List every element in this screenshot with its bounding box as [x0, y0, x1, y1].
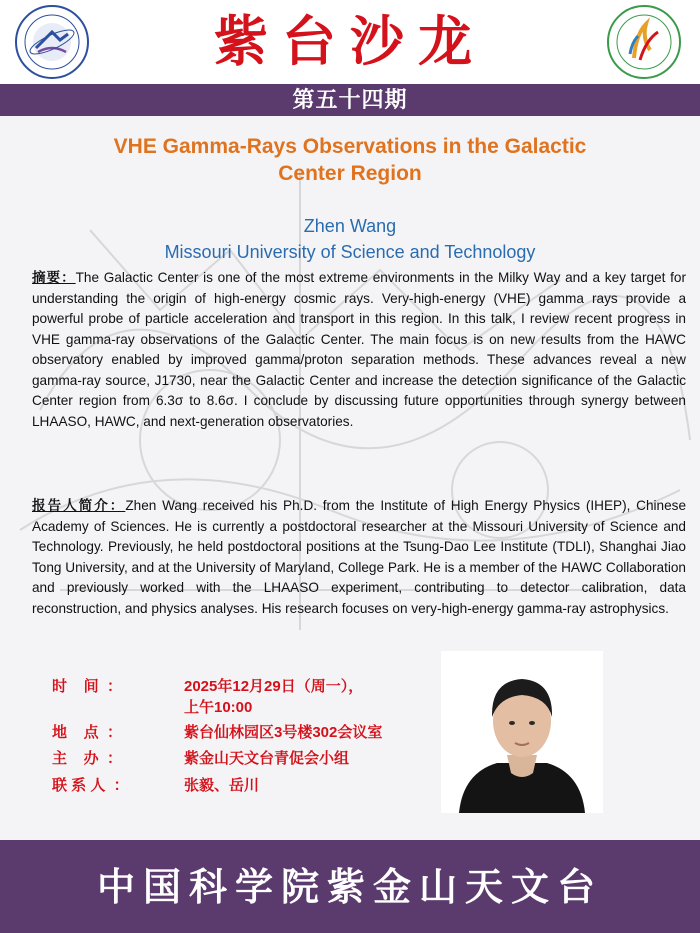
- contact-value: 张毅、岳川: [184, 777, 260, 794]
- time-value-line-2: 上午10:00: [184, 699, 253, 716]
- speaker-affiliation: Missouri University of Science and Technology: [164, 242, 536, 262]
- observatory-logo-icon: [14, 4, 90, 80]
- place-value: 紫台仙林园区3号楼302会议室: [184, 724, 383, 741]
- footer-institution: 中国科学院紫金山天文台: [96, 864, 603, 909]
- host-label: 主 办 ：: [52, 750, 123, 767]
- abstract-text: The Galactic Center is one of the most extreme environments in the Milky Way and a key target for understanding the origin of high-energy cosmic rays. Very-high-energy (VHE) gamma rays provide a powerful probe of particle acceleration and transport in this region. In this talk, I review recent progress in VHE gamma-ray observations of the Galactic Center. The main focus is on new results from the HAWC observatory enabled by improved gamma/proton separation methods. These advances reveal a new gamma-ray source, J1730, near the Galactic Center and increase the detection significance of the Galactic Center region from 6.3σ to 8.6σ. I conclude by discussing future opportunities through synergy between LHAASO, HAWC, and next-generation observatories.: [32, 270, 686, 429]
- talk-title: [40, 133, 660, 187]
- youth-promotion-logo-icon: [606, 4, 682, 80]
- time-value: [184, 676, 414, 718]
- talk-title-line-1: VHE Gamma-Rays Observations in the Galactic: [113, 135, 587, 158]
- speaker-photo: [441, 651, 603, 813]
- bio-section: [32, 496, 686, 619]
- issue-number: 第五十四期: [292, 87, 408, 113]
- host-value: 紫金山天文台青促会小组: [184, 750, 350, 767]
- header: [0, 0, 700, 84]
- bio-text: Zhen Wang received his Ph.D. from the Institute of High Energy Physics (IHEP), Chinese Academy of Sciences. He is currently a postdoctoral researcher at the Missouri University of Science and Technology. Previously, he held postdoctoral positions at the Tsung-Dao Lee Institute (TDLI), Shanghai Jiao Tong University, and at the University of Maryland, College Park. He is a member of the HAWC Collaboration and previously worked with the LHAASO experiment, contributing to detector calibration, data reconstruction, and physics analyses. His research focuses on very-high-energy gamma-ray astrophysics.: [32, 498, 687, 616]
- abstract-label: 摘要：: [32, 270, 76, 285]
- speaker-name: Zhen Wang: [303, 216, 397, 236]
- speaker-portrait-icon: [441, 651, 603, 813]
- salon-title: 紫台沙龙: [214, 9, 486, 73]
- abstract-section: [32, 268, 686, 432]
- issue-bar: [0, 84, 700, 116]
- time-label: 时 间 ：: [52, 678, 123, 695]
- bio-label: 报告人简介：: [32, 498, 126, 513]
- footer-bar: [0, 840, 700, 933]
- time-value-line-1: 2025年12月29日（周一），: [184, 678, 364, 695]
- talk-title-line-2: Center Region: [278, 162, 422, 185]
- place-label: 地 点 ：: [52, 724, 123, 741]
- contact-label: 联 系 人 ：: [52, 777, 129, 794]
